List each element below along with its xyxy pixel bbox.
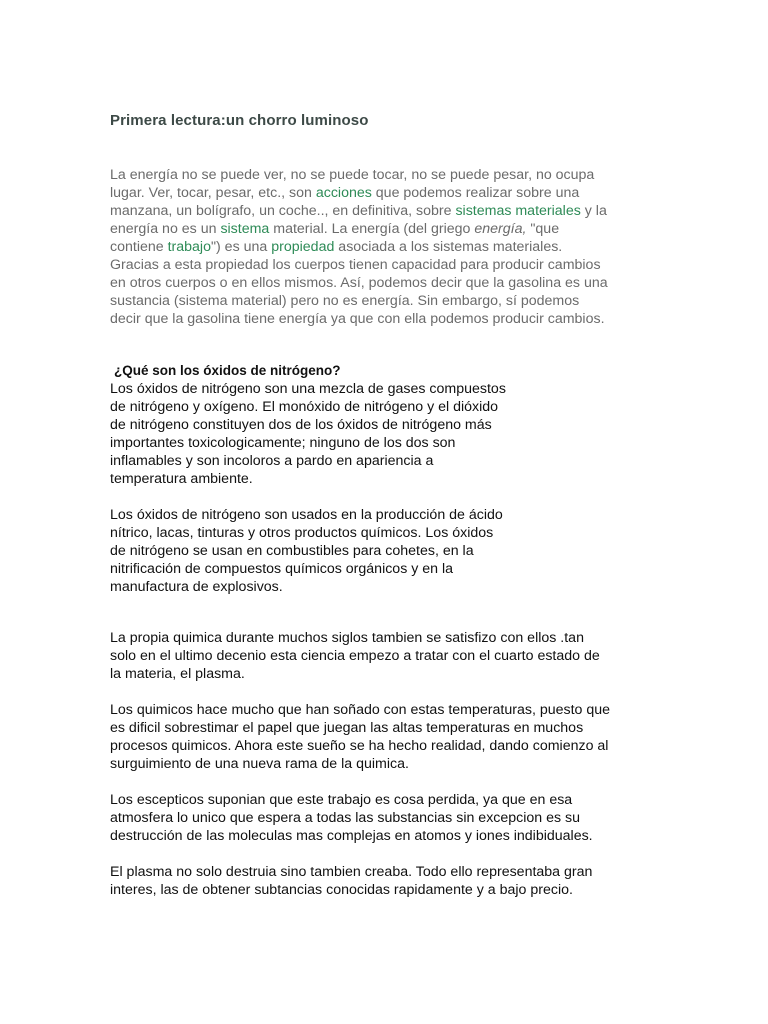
plasma-paragraph-4 <box>110 863 710 899</box>
text-line: Los escepticos suponian que este trabajo es cosa perdida, ya que en esa <box>110 792 573 808</box>
text-line: Los quimicos hace mucho que han soñado con estas temperaturas, puesto que <box>110 702 611 718</box>
page-title: Primera lectura:un chorro luminoso <box>110 112 369 129</box>
text-line <box>110 220 670 238</box>
text-line: atmosfera lo unico que espera a todas las substancias sin excepcion es su <box>110 810 581 826</box>
text-line: importantes toxicologicamente; ninguno de los dos son <box>110 435 456 451</box>
text-line: temperatura ambiente. <box>110 471 253 487</box>
text-line: El plasma no solo destruia sino tambien creaba. Todo ello representaba gran <box>110 864 593 880</box>
plasma-paragraph-3 <box>110 791 710 845</box>
text-line: de nitrógeno constituyen dos de los óxidos de nitrógeno más <box>110 417 492 433</box>
text-line: sustancia (sistema material) pero no es energía. Sin embargo, sí podemos <box>110 293 580 309</box>
text-segment: ") es una <box>210 239 272 255</box>
text-segment: que podemos realizar sobre una <box>371 185 580 201</box>
text-line: destrucción de las moleculas mas complejas en atomos y iones indibiduales. <box>110 828 593 844</box>
text-line: Los óxidos de nitrógeno son usados en la producción de ácido <box>110 507 503 523</box>
text-line: La propia quimica durante muchos siglos tambien se satisfizo con ellos .tan <box>110 630 584 646</box>
text-segment: asociada a los sistemas materiales. <box>334 239 563 255</box>
oxidos-section <box>110 362 570 596</box>
link-acciones[interactable]: acciones <box>315 185 372 201</box>
text-line <box>110 184 670 202</box>
text-line: procesos quimicos. Ahora este sueño se ha hecho realidad, dando comienzo al <box>110 738 609 754</box>
text-line: nitrificación de compuestos químicos orgánicos y en la <box>110 561 454 577</box>
text-line: interes, las de obtener subtancias conocidas rapidamente y a bajo precio. <box>110 882 573 898</box>
text-line: de nitrógeno se usan en combustibles para cohetes, en la <box>110 543 474 559</box>
text-line: de nitrógeno y oxígeno. El monóxido de nitrógeno y el dióxido <box>110 399 499 415</box>
text-line: Los óxidos de nitrógeno son una mezcla de gases compuestos <box>110 381 506 397</box>
oxidos-heading: ¿Qué son los óxidos de nitrógeno? <box>114 363 341 378</box>
link-sistemas-materiales[interactable]: sistemas materiales <box>455 203 581 219</box>
text-segment: material. La energía (del griego <box>269 221 475 237</box>
plasma-paragraph-1 <box>110 629 710 683</box>
plasma-paragraph-2 <box>110 701 710 773</box>
text-line: en otros cuerpos o en ellos mismos. Así, podemos decir que la gasolina es una <box>110 275 608 291</box>
text-segment: "que <box>526 221 560 237</box>
oxidos-paragraph-2 <box>110 506 570 596</box>
intro-paragraph <box>110 166 670 328</box>
link-sistema[interactable]: sistema <box>220 221 270 237</box>
text-segment: energía no es un <box>110 221 221 237</box>
text-line: surguimiento de una nueva rama de la quimica. <box>110 756 409 772</box>
text-line: nítrico, lacas, tinturas y otros productos químicos. Los óxidos <box>110 525 494 541</box>
text-line <box>110 238 670 256</box>
text-line: es dificil sobrestimar el papel que juegan las altas temperaturas en muchos <box>110 720 584 736</box>
text-line <box>110 202 670 220</box>
oxidos-paragraph-1 <box>110 380 570 488</box>
italic-term: energía, <box>474 221 527 237</box>
text-segment: y la <box>580 203 607 219</box>
text-line: manufactura de explosivos. <box>110 579 283 595</box>
text-line: inflamables y son incoloros a pardo en apariencia a <box>110 453 434 469</box>
text-line: Gracias a esta propiedad los cuerpos tienen capacidad para producir cambios <box>110 257 601 273</box>
text-segment: lugar. Ver, tocar, pesar, etc., son <box>110 185 316 201</box>
text-line: La energía no se puede ver, no se puede tocar, no se puede pesar, no ocupa <box>110 167 595 183</box>
link-propiedad[interactable]: propiedad <box>271 239 335 255</box>
text-line: solo en el ultimo decenio esta ciencia empezo a tratar con el cuarto estado de <box>110 648 600 664</box>
text-segment: manzana, un bolígrafo, un coche.., en definitiva, sobre <box>110 203 456 219</box>
text-line: decir que la gasolina tiene energía ya que con ella podemos producir cambios. <box>110 311 605 327</box>
text-line: la materia, el plasma. <box>110 666 245 682</box>
link-trabajo[interactable]: trabajo <box>167 239 211 255</box>
text-segment: contiene <box>110 239 168 255</box>
plasma-section <box>110 629 710 917</box>
